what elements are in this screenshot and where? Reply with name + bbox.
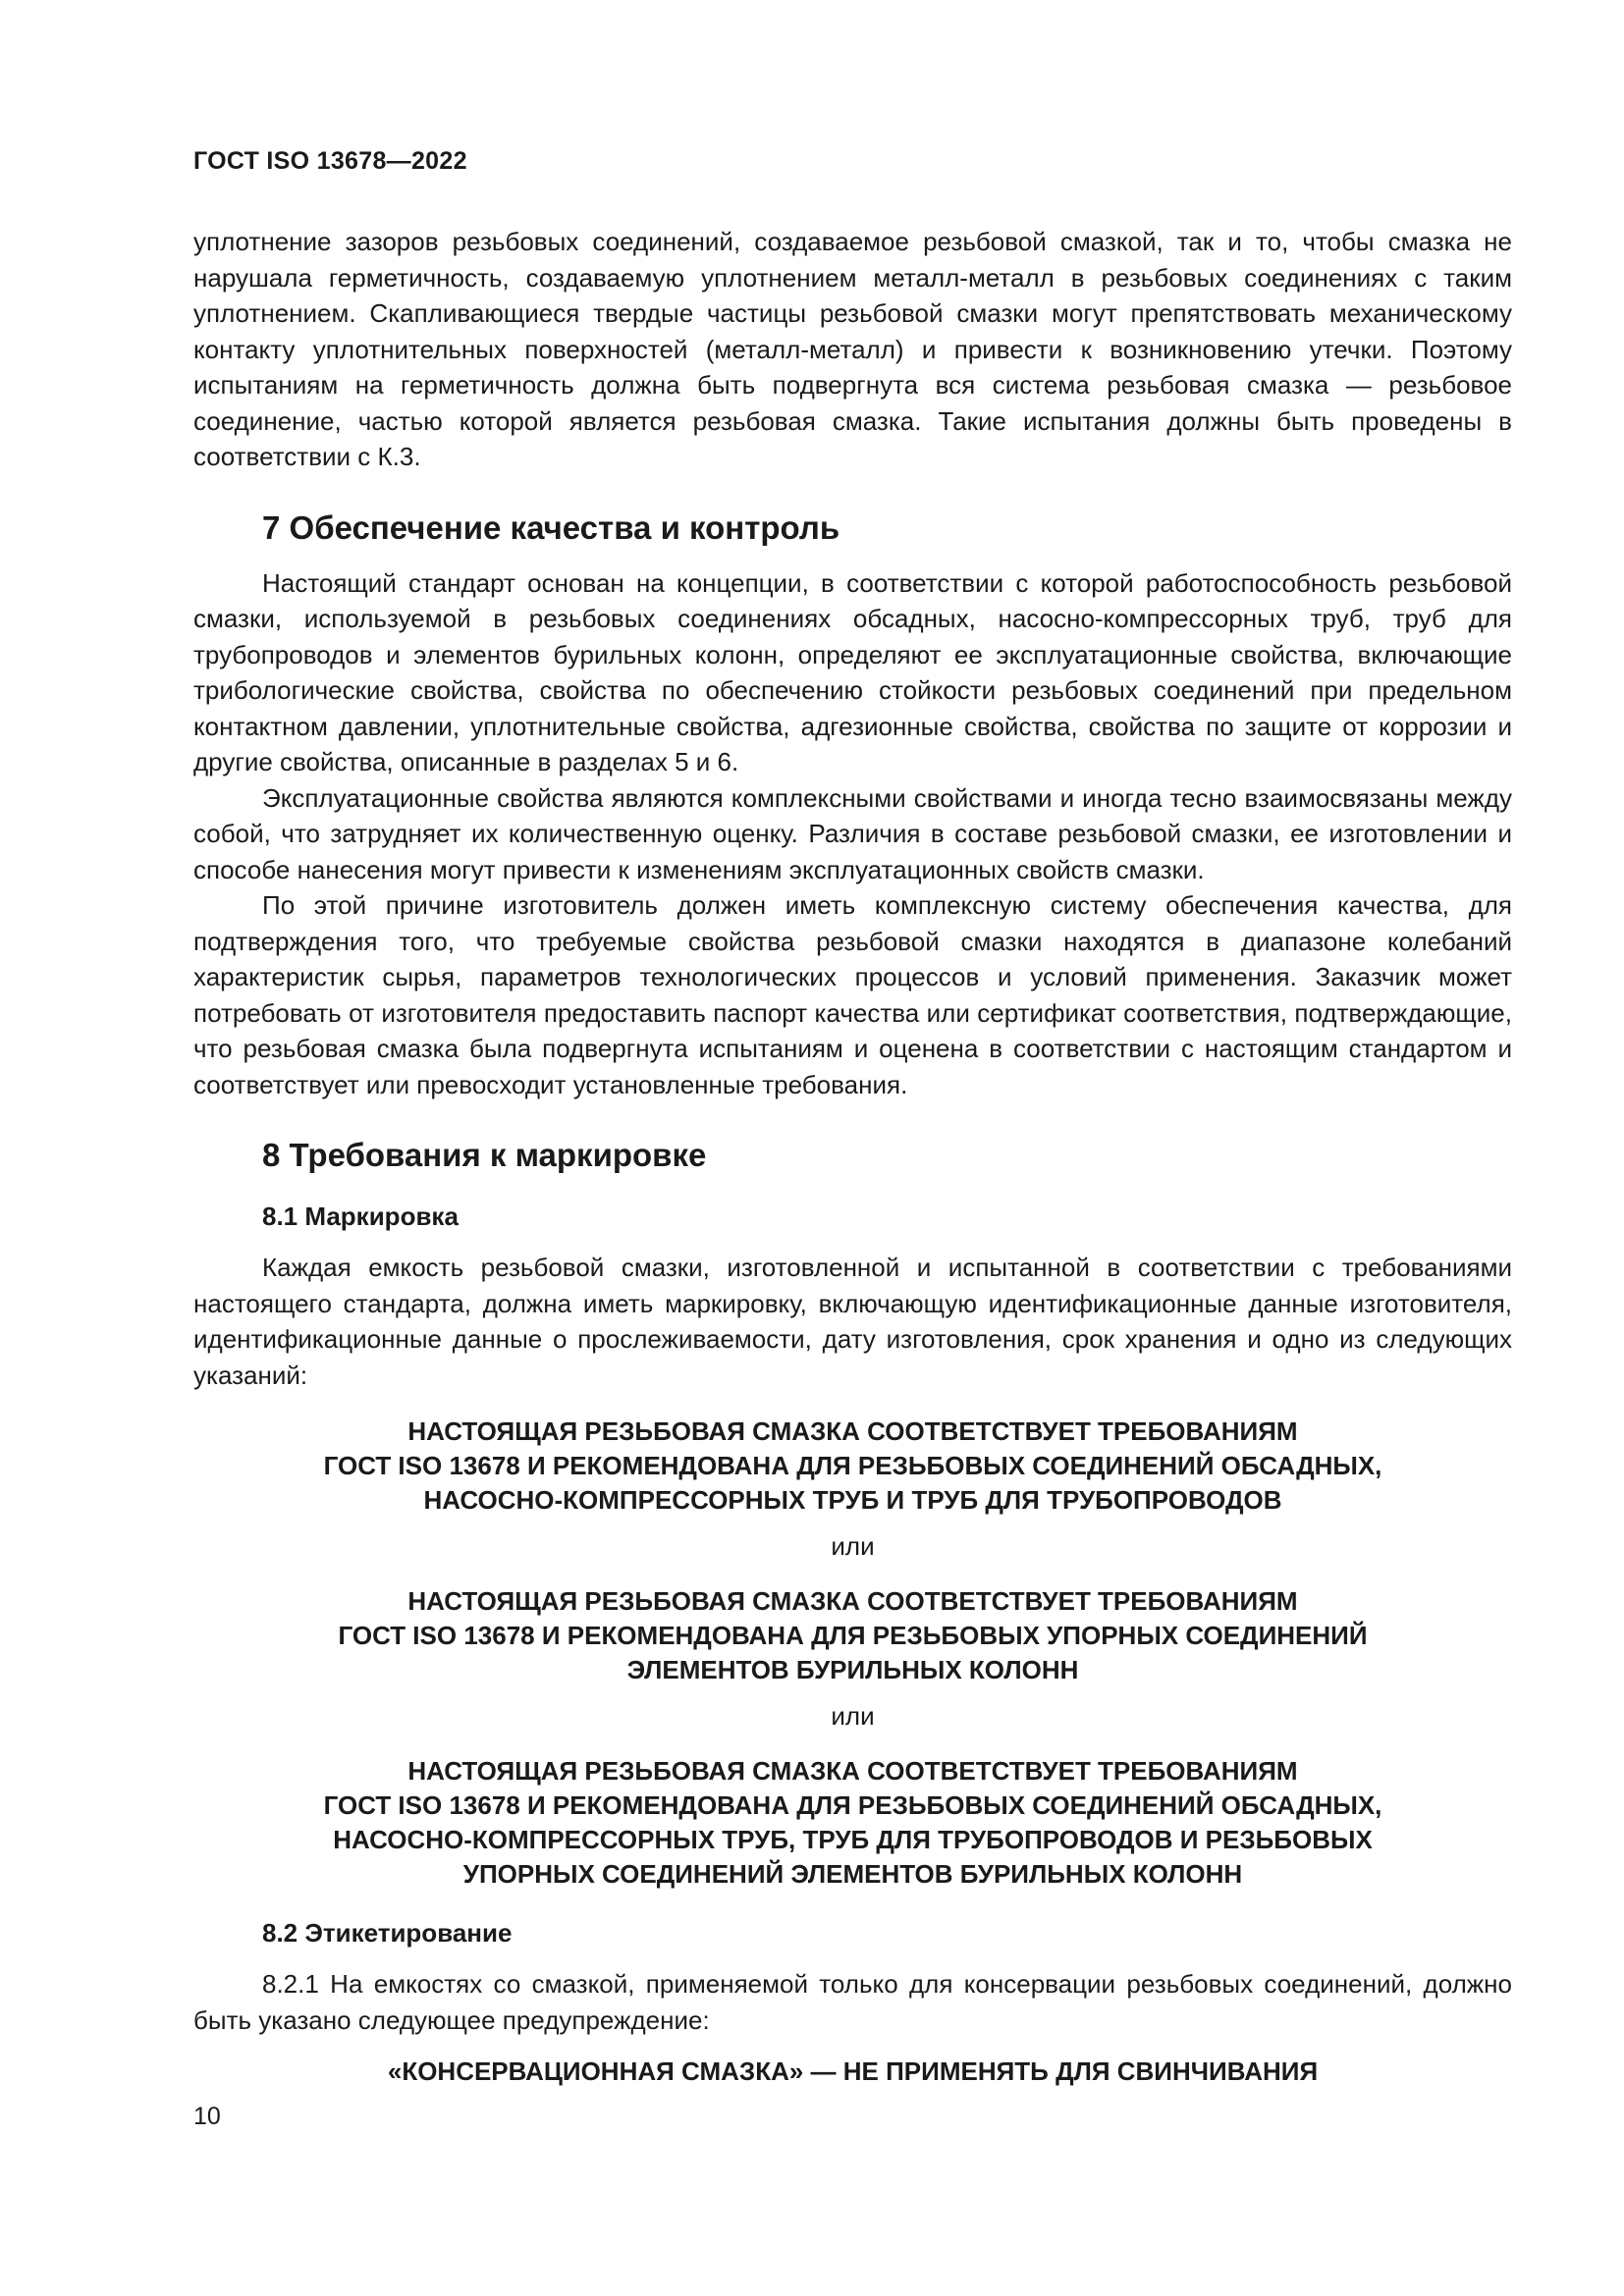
subsection-8-1-paragraph: Каждая емкость резьбовой смазки, изготовленной и испытанной в соответствии с требованиями настоящего стандарта, должна иметь маркировку, включающую идентификационные данные изготовителя, идентификационные данные о прослеживаемости, дату изготовления, срок хранения и одно из следующих указаний: <box>193 1253 1512 1390</box>
or-separator: или <box>831 1531 875 1561</box>
conservation-warning: «КОНСЕРВАЦИОННАЯ СМАЗКА» — НЕ ПРИМЕНЯТЬ ДЛЯ СВИНЧИВАНИЯ <box>387 2056 1319 2086</box>
statement-line: ГОСТ ISO 13678 И РЕКОМЕНДОВАНА ДЛЯ РЕЗЬБОВЫХ СОЕДИНЕНИЙ ОБСАДНЫХ, <box>323 1790 1382 1820</box>
statement-line: УПОРНЫХ СОЕДИНЕНИЙ ЭЛЕМЕНТОВ БУРИЛЬНЫХ КОЛОНН <box>462 1859 1243 1889</box>
statement-line: НАСОСНО-КОМПРЕССОРНЫХ ТРУБ И ТРУБ ДЛЯ ТРУБОПРОВОДОВ <box>423 1485 1282 1515</box>
statement-line: НАСТОЯЩАЯ РЕЗЬБОВАЯ СМАЗКА СООТВЕТСТВУЕТ ТРЕБОВАНИЯМ <box>407 1756 1298 1786</box>
subsection-8-1-title: 8.1 Маркировка <box>262 1201 459 1231</box>
section-8-title: 8 Требования к маркировке <box>262 1137 707 1173</box>
section-7-paragraph-2: Эксплуатационные свойства являются комплексными свойствами и иногда тесно взаимосвязаны между собой, что затрудняет их количественную оценку. Различия в составе резьбовой смазки, ее изготовлении и способе нанесения могут привести к изменениям эксплуатационных свойств смазки. <box>193 782 1512 884</box>
subsection-8-2-paragraph: 8.2.1 На емкостях со смазкой, применяемой только для консервации резьбовых соединений, должно быть указано следующее предупреждение: <box>193 1969 1512 2035</box>
statement-line: ЭЛЕМЕНТОВ БУРИЛЬНЫХ КОЛОНН <box>626 1655 1079 1684</box>
section-7-paragraph-3: По этой причине изготовитель должен иметь комплексную систему обеспечения качества, для подтверждения того, что требуемые свойства резьбовой смазки находятся в диапазоне колебаний характеристик сырья, параметров технологических процессов и условий применения. Заказчик может потребовать от изготовителя предоставить паспорт качества или сертификат соответствия, подтверждающие, что резьбовая смазка была подвергнута испытаниям и оценена в соответствии с настоящим стандартом и соответствует или превосходит установленные требования. <box>193 890 1512 1099</box>
page-content <box>193 224 1512 2090</box>
or-separator: или <box>831 1701 875 1731</box>
subsection-8-2-title: 8.2 Этикетирование <box>262 1918 513 1948</box>
marking-statement-2 <box>193 1584 1512 1687</box>
document-header: ГОСТ ISO 13678—2022 <box>193 147 467 175</box>
statement-line: ГОСТ ISO 13678 И РЕКОМЕНДОВАНА ДЛЯ РЕЗЬБОВЫХ УПОРНЫХ СОЕДИНЕНИЙ <box>338 1621 1368 1650</box>
statement-line: НАСОСНО-КОМПРЕССОРНЫХ ТРУБ, ТРУБ ДЛЯ ТРУБОПРОВОДОВ И РЕЗЬБОВЫХ <box>333 1825 1373 1854</box>
statement-line: НАСТОЯЩАЯ РЕЗЬБОВАЯ СМАЗКА СООТВЕТСТВУЕТ ТРЕБОВАНИЯМ <box>407 1586 1298 1616</box>
statement-line: ГОСТ ISO 13678 И РЕКОМЕНДОВАНА ДЛЯ РЕЗЬБОВЫХ СОЕДИНЕНИЙ ОБСАДНЫХ, <box>323 1451 1382 1480</box>
section-7-paragraph-1: Настоящий стандарт основан на концепции, в соответствии с которой работоспособность резьбовой смазки, используемой в резьбовых соединениях обсадных, насосно-компрессорных труб, труб для трубопроводов и элементов бурильных колонн, определяют ее эксплуатационные свойства, включающие трибологические свойства, свойства по обеспечению стойкости резьбовых соединений при предельном контактном давлении, уплотнительные свойства, адгезионные свойства, свойства по защите от коррозии и другие свойства, описанные в разделах 5 и 6. <box>193 567 1512 776</box>
marking-statement-3 <box>193 1754 1512 1892</box>
statement-line: НАСТОЯЩАЯ РЕЗЬБОВАЯ СМАЗКА СООТВЕТСТВУЕТ ТРЕБОВАНИЯМ <box>407 1416 1298 1446</box>
marking-statement-1 <box>193 1415 1512 1518</box>
intro-paragraph: уплотнение зазоров резьбовых соединений, создаваемое резьбовой смазкой, так и то, чтобы смазка не нарушала герметичность, создаваемую уплотнением металл-металл в резьбовых соединениях с таким уплотнением. Скапливающиеся твердые частицы резьбовой смазки могут препятствовать механическому контакту уплотнительных поверхностей (металл-металл) и привести к возникновению утечки. Поэтому испытаниям на герметичность должна быть подвергнута вся система резьбовая смазка — резьбовое соединение, частью которой является резьбовая смазка. Такие испытания должны быть проведены в соответствии с К.3. <box>193 227 1512 471</box>
page-number: 10 <box>193 2103 221 2130</box>
section-7-title: 7 Обеспечение качества и контроль <box>262 508 840 546</box>
